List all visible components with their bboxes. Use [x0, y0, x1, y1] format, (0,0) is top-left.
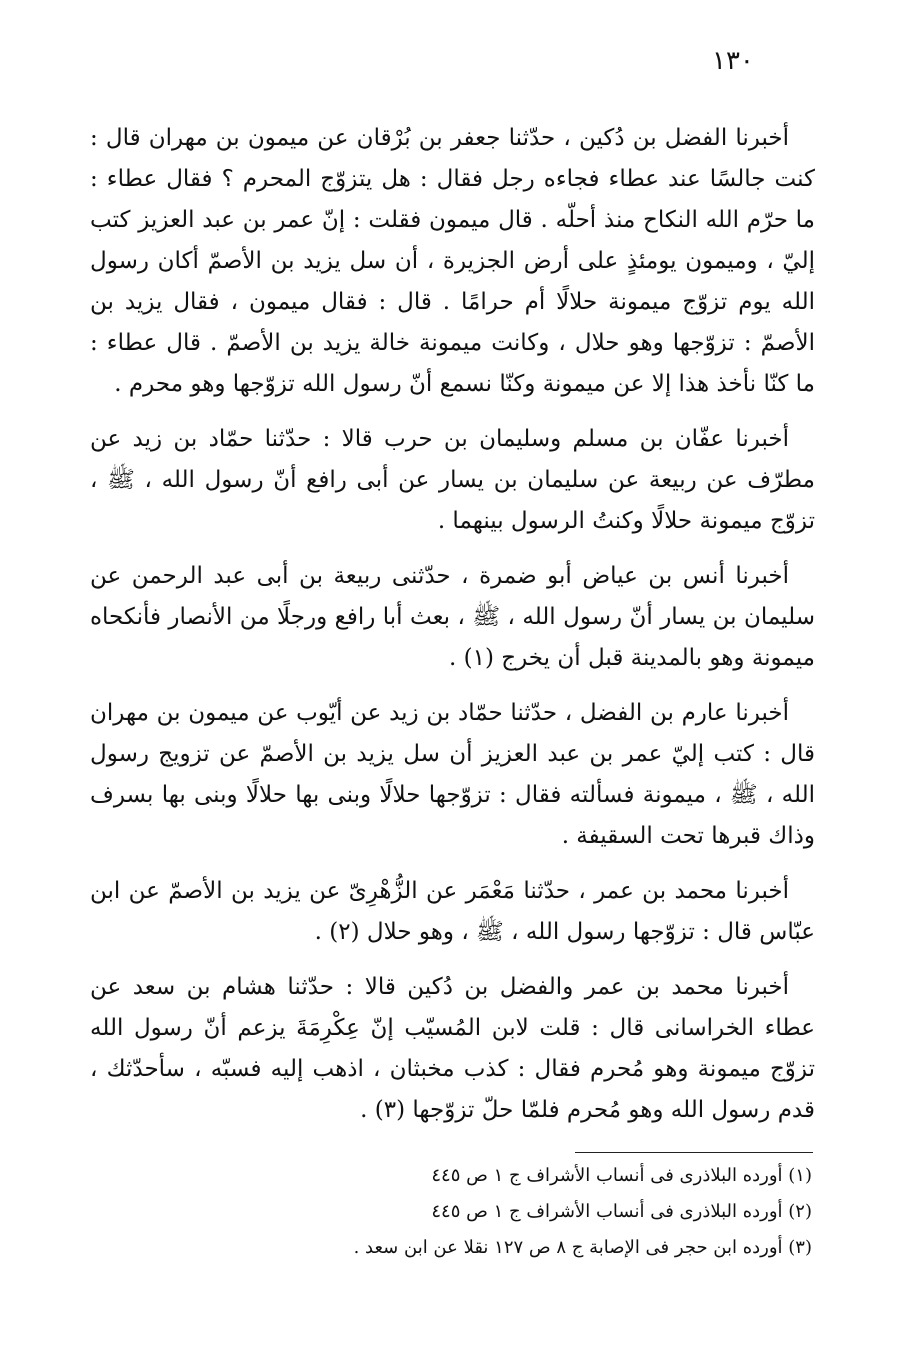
paragraph: أخبرنا محمد بن عمر والفضل بن دُكين قالا : حدّثنا هشام بن سعد عن عطاء الخراسانى قال : قلت لابن المُسيّب إنّ عِكْرِمَةَ يزعم أنّ رسول الله تزوّج ميمونة وهو مُحرم فقال : كذب مخبثان ، اذهب إليه فسبّه ، سأحدّثك ، قدم رسول الله وهو مُحرم فلمّا حلّ تزوّجها (٣) . [90, 974, 815, 1123]
paragraph: أخبرنا عارم بن الفضل ، حدّثنا حمّاد بن زيد عن أيّوب عن ميمون بن مهران قال : كتب إليّ عمر بن عبد العزيز أن سل يزيد بن الأصمّ عن تزويج رسول الله ، ﷺ ، ميمونة فسألته فقال : تزوّجها حلالًا وبنى بها حلالًا وبنى بها بسرف وذاك قبرها تحت السقيفة . [90, 700, 815, 849]
page-number: ١٣٠ [712, 46, 754, 76]
paragraph: أخبرنا أنس بن عياض أبو ضمرة ، حدّثنى ربيعة بن أبى عبد الرحمن عن سليمان بن يسار أنّ رسول الله ، ﷺ ، بعث أبا رافع ورجلًا من الأنصار فأنكحاه ميمونة وهو بالمدينة قبل أن يخرج (١) . [90, 563, 815, 671]
paragraph: أخبرنا عفّان بن مسلم وسليمان بن حرب قالا : حدّثنا حمّاد بن زيد عن مطرّف عن ربيعة عن سليمان بن يسار عن أبى رافع أنّ رسول الله ، ﷺ ، تزوّج ميمونة حلالًا وكنتُ الرسول بينهما . [90, 426, 815, 534]
footnote: (٢) أورده البلاذرى فى أنساب الأشراف ج ١ ص ٤٤٥ [431, 1201, 812, 1222]
main-text [90, 118, 815, 1145]
footnotes [200, 1158, 812, 1266]
footnote: (٣) أورده ابن حجر فى الإصابة ج ٨ ص ١٢٧ نقلا عن ابن سعد . [353, 1237, 812, 1258]
footnote-separator [575, 1152, 813, 1153]
paragraph: أخبرنا محمد بن عمر ، حدّثنا مَعْمَر عن الزُّهْرِىّ عن يزيد بن الأصمّ عن ابن عبّاس قال : تزوّجها رسول الله ، ﷺ ، وهو حلال (٢) . [90, 878, 815, 945]
paragraph: أخبرنا الفضل بن دُكين ، حدّثنا جعفر بن بُرْقان عن ميمون بن مهران قال : كنت جالسًا عند عطاء فجاءه رجل فقال : هل يتزوّج المحرم ؟ فقال عطاء : ما حرّم الله النكاح منذ أحلّه . قال ميمون فقلت : إنّ عمر بن عبد العزيز كتب إليّ ، وميمون يومئذٍ على أرض الجزيرة ، أن سل يزيد بن الأصمّ أكان رسول الله يوم تزوّج ميمونة حلالًا أم حرامًا . قال : فقال ميمون ، فقال يزيد بن الأصمّ : تزوّجها وهو حلال ، وكانت ميمونة خالة يزيد بن الأصمّ . قال عطاء : ما كنّا نأخذ هذا إلا عن ميمونة وكنّا نسمع أنّ رسول الله تزوّجها وهو محرم . [90, 125, 815, 397]
footnote: (١) أورده البلاذرى فى أنساب الأشراف ج ١ ص ٤٤٥ [431, 1165, 812, 1186]
